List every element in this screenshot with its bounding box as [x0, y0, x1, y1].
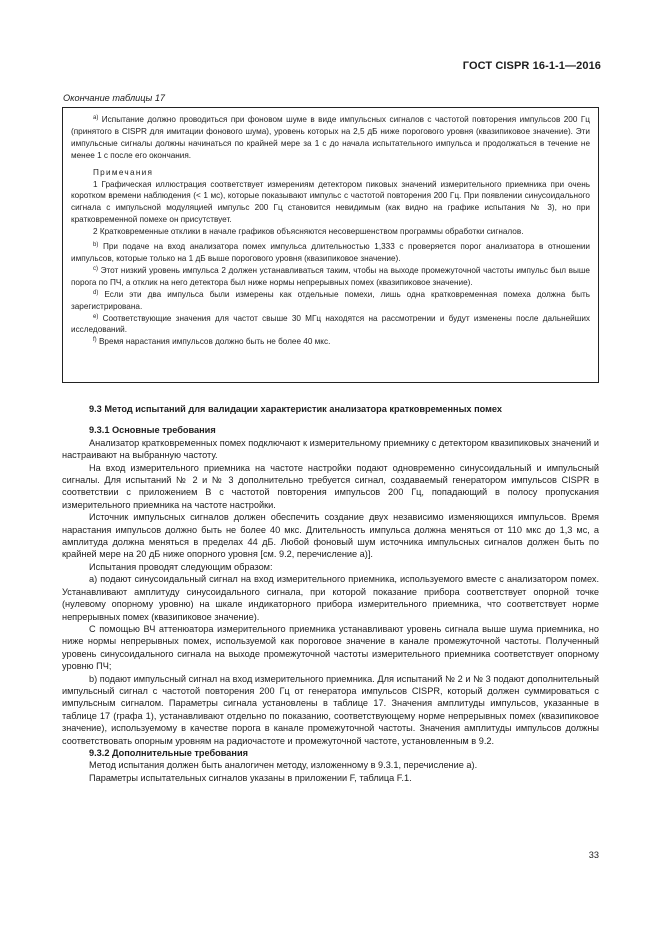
- footnote-text: Если эти два импульса были измерены как отдельные помехи, лишь одна кратковременная помеха должна быть зарегистрирована.: [71, 289, 590, 311]
- footnote-c: [71, 265, 590, 289]
- footnote-mark: d): [93, 289, 99, 296]
- table-footnotes-box: [62, 107, 599, 383]
- footnote-f: [71, 336, 590, 348]
- footnote-mark: b): [93, 242, 99, 249]
- footnote-d: [71, 289, 590, 313]
- paragraph: На вход измерительного приемника на частоте настройки подают одновременно синусоидальный и импульсный сигналы. Для испытаний № 2 и № 3 дополнительно требуется сигнал, создаваемый генератором импульсов CISPR в соответствии с приложением В с частотой повторения импульсов 200 Гц, попадающий в полосу пропускания измерительного приемника на частоте настройки.: [62, 462, 599, 510]
- subsection-heading-9-3-2: 9.3.2 Дополнительные требования: [89, 747, 248, 758]
- footnote-a: [71, 114, 590, 162]
- list-item-a: а) подают синусоидальный сигнал на вход измерительного приемника, используемого вместе с анализатором помех. Устанавливают амплитуду синусоидального сигнала, при которой показание прибора соответствует опорной точке (нулевому опорному уровню) на шкале индикаторного прибора измерительного приемника, что соответствует норме непрерывных помех (квазипиковое значение).: [62, 574, 599, 622]
- paragraph: Анализатор кратковременных помех подключают к измерительному приемнику с детектором квазипиковых значений и настраивают на выбранную частоту.: [62, 437, 599, 461]
- paragraph: Параметры испытательных сигналов указаны в приложении F, таблица F.1.: [89, 772, 412, 783]
- footnote-mark: а): [93, 115, 99, 121]
- paragraph: Источник импульсных сигналов должен обеспечить создание двух независимо изменяющихся импульсов. Время нарастания импульсов должно быть не более 40 мкс. Длительность импульса должна меняться от 110 мкс до 1,3 мс, а амплитуда должна меняться в пределах 44 дБ. Любой фоновый шум источника импульсных сигналов должен быть по крайней мере на 20 дБ ниже опорного уровня [см. 9.2, перечисление а)].: [62, 512, 599, 560]
- paragraph: Испытания проводят следующим образом:: [89, 561, 273, 572]
- page-number: 33: [588, 850, 599, 860]
- footnote-mark: e): [93, 313, 99, 320]
- table-caption: Окончание таблицы 17: [63, 93, 166, 103]
- footnote-text: Время нарастания импульсов должно быть не более 40 мкс.: [96, 337, 331, 347]
- paragraph: Метод испытания должен быть аналогичен методу, изложенному в 9.3.1, перечисление а).: [89, 760, 478, 771]
- note-1: 1 Графическая иллюстрация соответствует измерениям детектором пиковых значений измерительного приемника при очень коротком времени наблюдения (< 1 мс), которые показывают импульс с частотой повторения 200 Гц. При появлении синусоидального сигнала с импульсной модуляцией импульс 200 Гц становится невидимым (как видно на графике испытания № 3), но при кратковременной помехе он присутствует.: [71, 179, 590, 225]
- section-body: [62, 403, 599, 784]
- subsection-heading-9-3-1: 9.3.1 Основные требования: [89, 425, 216, 436]
- footnote-e: [71, 313, 590, 337]
- footnote-text: Соответствующие значения для частот свыше 30 МГц находятся на рассмотрении и будут изменены после дальнейших исследований.: [71, 313, 590, 335]
- list-item-b: b) подают импульсный сигнал на вход измерительного приемника. Для испытаний № 2 и № 3 подают дополнительный импульсный сигнал с частотой повторения 200 Гц от генератора импульсов CISPR, который должен суммироваться с импульсным сигналом. Параметры сигнала установлены в таблице 17. Значения амплитуды импульсов, указанные в таблице 17 (графа 1), устанавливают отдельно по показанию, соответствующему норме непрерывных помех (квазипиковое значение), используемому в качестве порога в канале промежуточной частоты. Значения амплитуды импульсов должны соответствовать опорным уровням на радиочастоте и промежуточной частоте, установленным в 9.2.: [62, 673, 599, 746]
- footnote-b: [71, 241, 590, 265]
- document-header: ГОСТ CISPR 16-1-1—2016: [462, 60, 601, 72]
- section-heading: 9.3 Метод испытаний для валидации характеристик анализатора кратковременных помех: [89, 404, 503, 414]
- footnote-mark: f): [93, 337, 97, 344]
- footnote-text: Этот низкий уровень импульса 2 должен устанавливаться таким, чтобы на выходе промежуточной частоты импульс был выше порога по ПЧ, а отклик на него детектора был ниже нормы непрерывных помех (квазипиковое значение).: [71, 265, 590, 287]
- note-2: 2 Кратковременные отклики в начале графиков объясняются несовершенством программы обработки сигналов.: [93, 227, 524, 237]
- footnote-text: При подаче на вход анализатора помех импульса длительностью 1,333 с проверяется порог анализатора в отношении импульсов, которые только на 1 дБ выше порогового уровня (квазипиковое значение).: [71, 242, 590, 263]
- notes-heading: Примечания: [93, 167, 154, 177]
- footnote-text: Испытание должно проводиться при фоновом шуме в виде импульсных сигналов с частотой повторения импульсов 200 Гц (принятого в CISPR для имитации фонового шума), уровень которых на 2,5 дБ ниже порогового уровня (квазипиковое значение). Эти импульсные сигналы должны начинаться по крайней мере за 1 с до начала испытательного импульса и продолжаться в течение не менее 1 с после его окончания.: [71, 115, 590, 160]
- footnote-mark: c): [93, 265, 98, 272]
- paragraph: С помощью ВЧ аттенюатора измерительного приемника устанавливают уровень сигнала выше шума приемника, но ниже нормы непрерывных помех, используемой как пороговое значение в канале промежуточной частоты. Полученный уровень синусоидального сигнала на выходе промежуточной частоты измерительного приемника соответствует опорному уровню ПЧ;: [62, 623, 599, 672]
